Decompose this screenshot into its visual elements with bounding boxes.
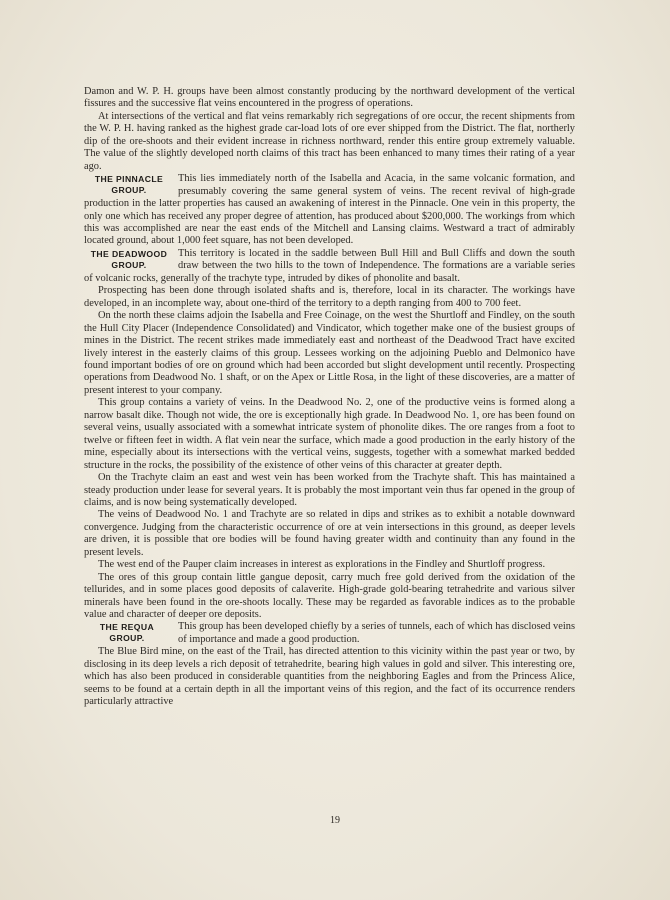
paragraph: On the north these claims adjoin the Isabella and Free Coinage, on the west the Shurtloff and Findley, on the south the Hull City Placer (Independence Consolidated) and Vindicator, which together make one of the busiest groups of mines in the District. The recent strikes made immediately east and northeast of the Deadwood Tract have excited lively interest in the easterly claims of this group. Lessees working on the adjoining Pueblo and Delmonico have found important bodies of ore on ground which had been accorded but slight development until recently. Prospecting operations from Deadwood No. 1 shaft, or on the Apex or Little Rosa, in the light of these discoveries, are a matter of present interest to your company. [84, 310, 575, 396]
paragraph: The Blue Bird mine, on the east of the Trail, has directed attention to this vicinity within the past year or two, by disclosing in its deep levels a rich deposit of tetrahedrite, bearing high values in gold and silver. This interesting ore, which has also been produced in considerable quantities from the neighboring Eagles and from the Princess Alice, seems to be found at a certain depth in all the important veins of this region, and the fact of its occurrence renders particularly attractive [84, 646, 575, 708]
body-text [84, 86, 575, 709]
section-heading-requa [84, 622, 170, 644]
section-heading-deadwood [84, 249, 174, 271]
heading-line: GROUP. [111, 259, 147, 270]
section-heading-pinnacle [84, 174, 174, 196]
heading-line: THE DEADWOOD [90, 248, 168, 259]
heading-line: THE PINNACLE [94, 174, 164, 185]
paragraph: This group contains a variety of veins. In the Deadwood No. 2, one of the productive veins is formed along a narrow basalt dike. Though not wide, the ore is exceptionally high grade. In Deadwood No. 1, ore has been found on several veins, usually associated with a somewhat intricate system of phonolite dikes. The ore ranges from a foot to twelve or fifteen feet in width. A flat vein near the surface, which made a good production in the early history of the mine, especially about its intersections with the vertical veins, suggests, together with a somewhat marked bedded structure in the rocks, the possibility of the existence of other veins of this character at greater depth. [84, 397, 575, 471]
paragraph: The veins of Deadwood No. 1 and Trachyte are so related in dips and strikes as to exhibit a notable downward convergence. Judging from the characteristic occurrence of ore at vein intersections in this ground, as deeper levels are driven, it is possible that ore bodies will be found having greater width and continuity than any found in the present levels. [84, 509, 575, 558]
paragraph: Prospecting has been done through isolated shafts and is, therefore, local in its character. The workings have developed, in an incomplete way, about one-third of the territory to a depth ranging from 400 to 700 feet. [84, 285, 575, 309]
paragraph: On the Trachyte claim an east and west vein has been worked from the Trachyte shaft. This has maintained a steady production under lease for several years. It is probably the most important vein thus far opened in the group of claims, and is now being systematically developed. [84, 472, 575, 508]
paragraph: Damon and W. P. H. groups have been almost constantly producing by the northward development of the vertical fissures and the successive flat veins encountered in the progress of operations. [84, 86, 575, 110]
paragraph: The west end of the Pauper claim increases in interest as explorations in the Findley and Shurtloff progress. [98, 559, 546, 571]
paragraph: At intersections of the vertical and flat veins remarkably rich segregations of ore occur, the recent shipments from the W. P. H. having ranked as the highest grade car-load lots of ore ever shipped from the District. The flat, northerly dip of the ore-shoots and their evident increase in richness northward, render this entire group extremely valuable. The value of the slightly developed north claims of this tract has been enhanced to many times their rating of a year ago. [84, 110, 575, 172]
page-number: 19 [330, 815, 340, 826]
heading-line: THE REQUA [99, 622, 155, 633]
paragraph: This group has been developed chiefly by a series of tunnels, each of which has disclosed veins of importance and made a good production. [178, 621, 575, 645]
paragraph: This lies immediately north of the Isabella and Acacia, in the same volcanic formation, and presumably covering the same general system of veins. The recent revival of high-grade production in the latter properties has caused an awakening of interest in the Pinnacle. One vein in this property, the only one which has received any proper degree of attention, has produced about $200,000. The workings from which this was accomplished are near the east ends of the Mitchell and Lansing claims. Westward a tract of admirably located ground, about 1,000 feet square, has not been developed. [84, 173, 575, 247]
heading-line: GROUP. [111, 185, 147, 196]
heading-line: GROUP. [109, 633, 145, 644]
paragraph: The ores of this group contain little gangue deposit, carry much free gold derived from the oxidation of the tellurides, and in some places good deposits of calaverite. High-grade gold-bearing tetrahedrite and various silver minerals have been found in the ore-shoots locally. These may be regarded as favorable indices as to the probable value and character of deeper ore deposits. [84, 571, 575, 621]
paragraph: This territory is located in the saddle between Bull Hill and Bull Cliffs and down the south draw between the two hills to the town of Independence. The formations are a variable series of volcanic rocks, generally of the trachyte type, intruded by dikes of phonolite and basalt. [84, 247, 575, 284]
